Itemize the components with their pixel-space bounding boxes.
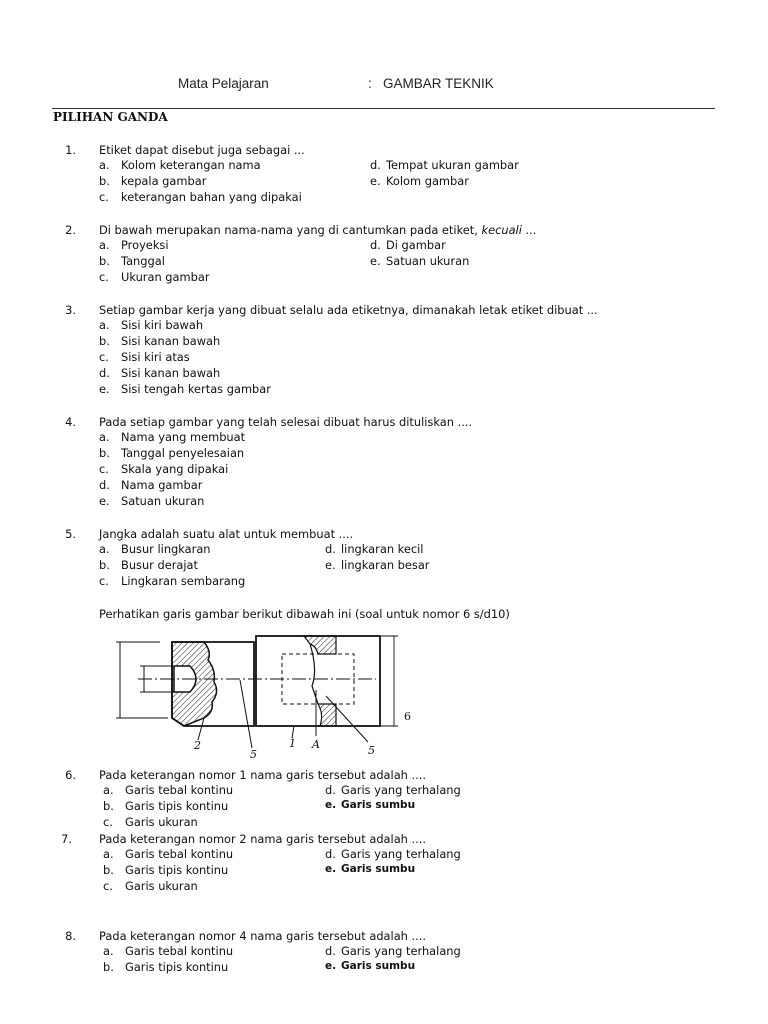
subject-label: Mata Pelajaran	[178, 76, 269, 91]
question-number: 1.	[65, 143, 76, 157]
question-text: Pada keterangan nomor 1 nama garis tersebut adalah ....	[99, 768, 427, 782]
leader-2	[198, 718, 204, 740]
question-number: 6.	[65, 768, 76, 782]
worksheet-page: Mata Pelajaran : GAMBAR TEKNIK PILIHAN GANDA 1. Etiket dapat disebut juga sebagai ... a. Kolom keterangan nama b. kepala gambar c. keterangan bahan yang dipakai d. Tempat ukuran gambar e. Kolom gambar 2. Di bawah merupakan nama-nama yang di cantumkan pada etiket, kecuali ... a. Proyeksi b. Tanggal c. Ukuran gambar d. Di gambar e. Satuan ukuran 3. Setiap gambar kerja yang dibuat selalu ada etiketnya, dimanakah letak etiket dibuat ... a. Sisi kiri bawah b. Sisi kanan bawah c. Sisi kiri atas d. Sisi kanan bawah e. Sisi tengah kertas gambar 4. Pada setiap gambar yang telah selesai dibuat harus dituliskan .... a. Nama yang membuat b. Tanggal penyelesaian c. Skala yang dipakai d. Nama gambar e. Satuan ukuran 5. Jangka adalah suatu alat untuk membuat .... a. Busur lingkaran b. Busur derajat c. Lingkaran sembarang d. lingkaran kecil e. lingkaran besar Perhatikan garis gambar berikut dibawah ini (soal untuk nomor 6 s/d10) 2 5 1 A 5 6 6. Pada keterangan nomor 1 nama garis tersebut adalah .... a. Garis tebal kontinu b. Garis tipis kontinu c. Garis ukuran d. Garis yang terhalang e. Garis sumbu 7. Pada keterangan nomor 2 nama garis tersebut adalah .... a. Garis tebal kontinu b. Garis tipis kontinu c. Garis ukuran d. Garis yang terhalang e. Garis sumbu 8. Pada keterangan nomor 4 nama garis tersebut adalah .... a. Garis tebal kontinu b. Garis tipis kontinu d. Garis yang terhalang e. Garis sumbu	[0, 0, 768, 1024]
question-text: Jangka adalah suatu alat untuk membuat ....	[99, 527, 354, 541]
question-text: Di bawah merupakan nama-nama yang di cantumkan pada etiket, kecuali ...	[99, 223, 537, 237]
subject-separator: :	[368, 76, 372, 91]
question-number: 3.	[65, 303, 76, 317]
question-text: Pada keterangan nomor 2 nama garis tersebut adalah ....	[99, 832, 427, 846]
question-number: 7.	[61, 832, 72, 846]
question-text: Pada setiap gambar yang telah selesai dibuat harus dituliskan ....	[99, 415, 473, 429]
header-divider	[52, 108, 715, 109]
figure-intro: Perhatikan garis gambar berikut dibawah ini (soal untuk nomor 6 s/d10)	[99, 607, 510, 621]
question-number: 8.	[65, 929, 76, 943]
technical-drawing	[104, 630, 434, 762]
label-2: 2	[194, 739, 201, 752]
break-line	[310, 644, 318, 704]
label-6: 6	[404, 710, 411, 723]
question-number: 5.	[65, 527, 76, 541]
subject-value: GAMBAR TEKNIK	[383, 76, 494, 91]
question-text: Setiap gambar kerja yang dibuat selalu ada etiketnya, dimanakah letak etiket dibuat ...	[99, 303, 598, 317]
question-number: 2.	[65, 223, 76, 237]
question-number: 4.	[65, 415, 76, 429]
leader-5a	[240, 680, 252, 748]
label-5b: 5	[368, 744, 375, 757]
question-text: Etiket dapat disebut juga sebagai ...	[99, 143, 305, 157]
section-title: PILIHAN GANDA	[53, 110, 168, 124]
label-5a: 5	[250, 748, 257, 761]
label-1: 1	[289, 737, 296, 750]
question-text: Pada keterangan nomor 4 nama garis tersebut adalah ....	[99, 929, 427, 943]
label-4: A	[312, 738, 320, 751]
